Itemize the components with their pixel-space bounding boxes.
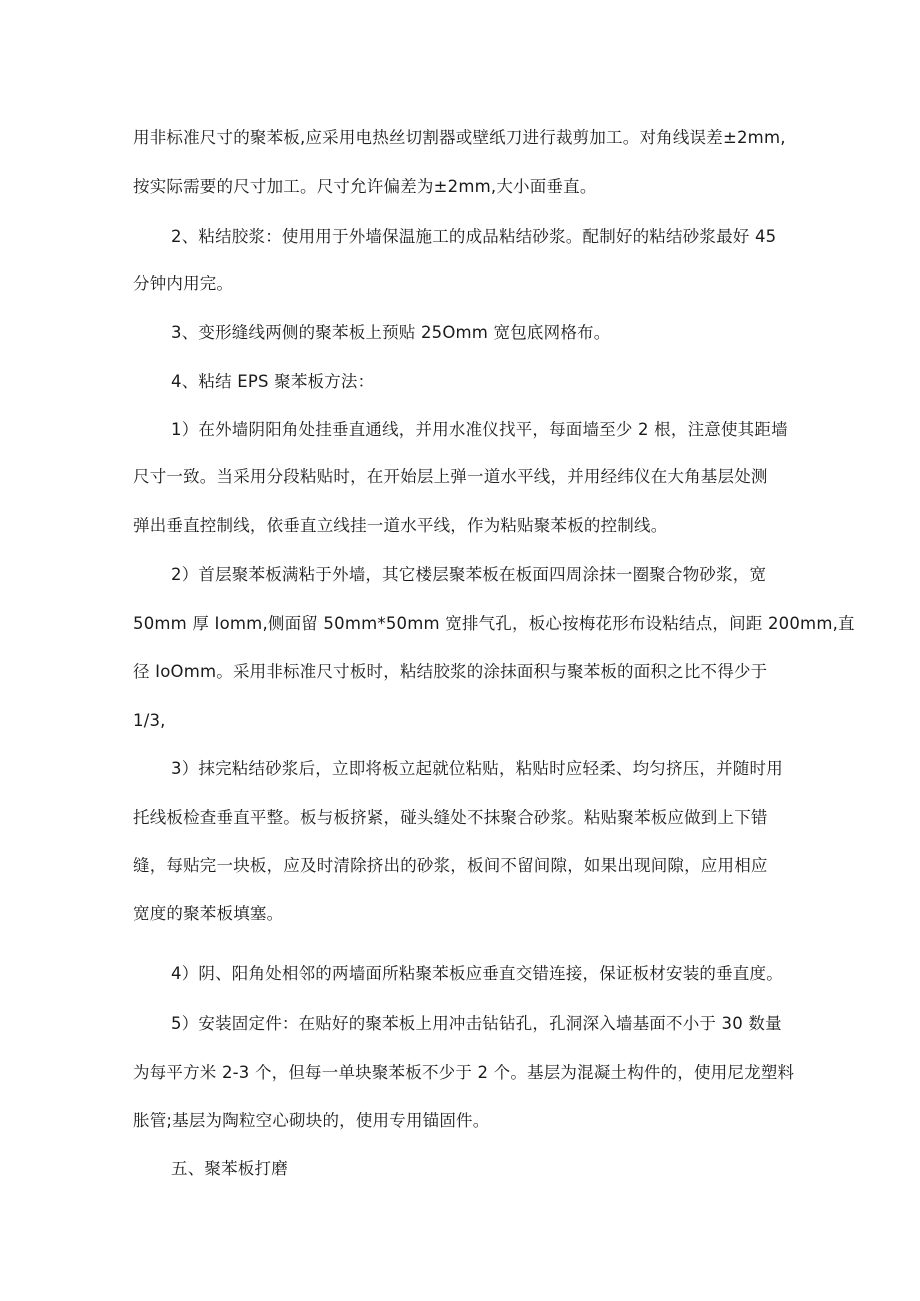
text-line: 4）阴、阳角处相邻的两墙面所粘聚苯板应垂直交错连接，保证板材安装的垂直度。 [171,964,783,983]
text-line: 50mm 厚 Iomm,侧面留 50mm*50mm 宽排气孔，板心按梅花形布设粘结点，间距 200mm,直 [133,614,855,633]
text-line: 胀管;基层为陶粒空心砌块的，使用专用锚固件。 [133,1111,490,1130]
text-line: 用非标准尺寸的聚苯板,应采用电热丝切割器或壁纸刀进行裁剪加工。对角线误差±2mm, [133,128,786,147]
text-line: 按实际需要的尺寸加工。尺寸允许偏差为±2mm,大小面垂直。 [133,177,597,196]
text-line: 宽度的聚苯板填塞。 [133,904,284,923]
text-line: 3）抹完粘结砂浆后，立即将板立起就位粘贴，粘贴时应轻柔、均匀挤压，并随时用 [171,759,783,778]
text-line: 尺寸一致。当采用分段粘贴时，在开始层上弹一道水平线，并用经纬仪在大角基层处测 [133,467,768,486]
text-line: 2）首层聚苯板满粘于外墙，其它楼层聚苯板在板面四周涂抹一圈聚合物砂浆，宽 [171,565,767,584]
text-line: 弹出垂直控制线，依垂直立线挂一道水平线，作为粘贴聚苯板的控制线。 [133,516,668,535]
text-line: 1）在外墙阴阳角处挂垂直通线，并用水准仪找平，每面墙至少 2 根，注意使其距墙 [171,420,788,439]
text-line: 分钟内用完。 [133,274,234,293]
text-line: 2、粘结胶浆：使用用于外墙保温施工的成品粘结砂浆。配制好的粘结砂浆最好 45 [171,227,777,246]
text-line: 5）安装固定件：在贴好的聚苯板上用冲击钻钻孔，孔洞深入墙基面不小于 30 数量 [171,1014,782,1033]
text-line: 3、变形缝线两侧的聚苯板上预贴 25Omm 宽包底网格布。 [171,323,611,342]
text-line: 1/3, [133,711,166,730]
text-line: 缝，每贴完一块板，应及时清除挤出的砂浆，板间不留间隙，如果出现间隙，应用相应 [133,856,768,875]
text-line: 径 IoOmm。采用非标准尺寸板时，粘结胶浆的涂抹面积与聚苯板的面积之比不得少于 [133,662,768,681]
text-line: 4、粘结 EPS 聚苯板方法： [171,372,375,391]
text-line: 托线板检查垂直平整。板与板挤紧，碰头缝处不抹聚合砂浆。粘贴聚苯板应做到上下错 [133,808,768,827]
text-line: 为每平方米 2-3 个，但每一单块聚苯板不少于 2 个。基层为混凝土构件的，使用尼龙塑料 [133,1063,795,1082]
section-heading: 五、聚苯板打磨 [171,1159,288,1178]
